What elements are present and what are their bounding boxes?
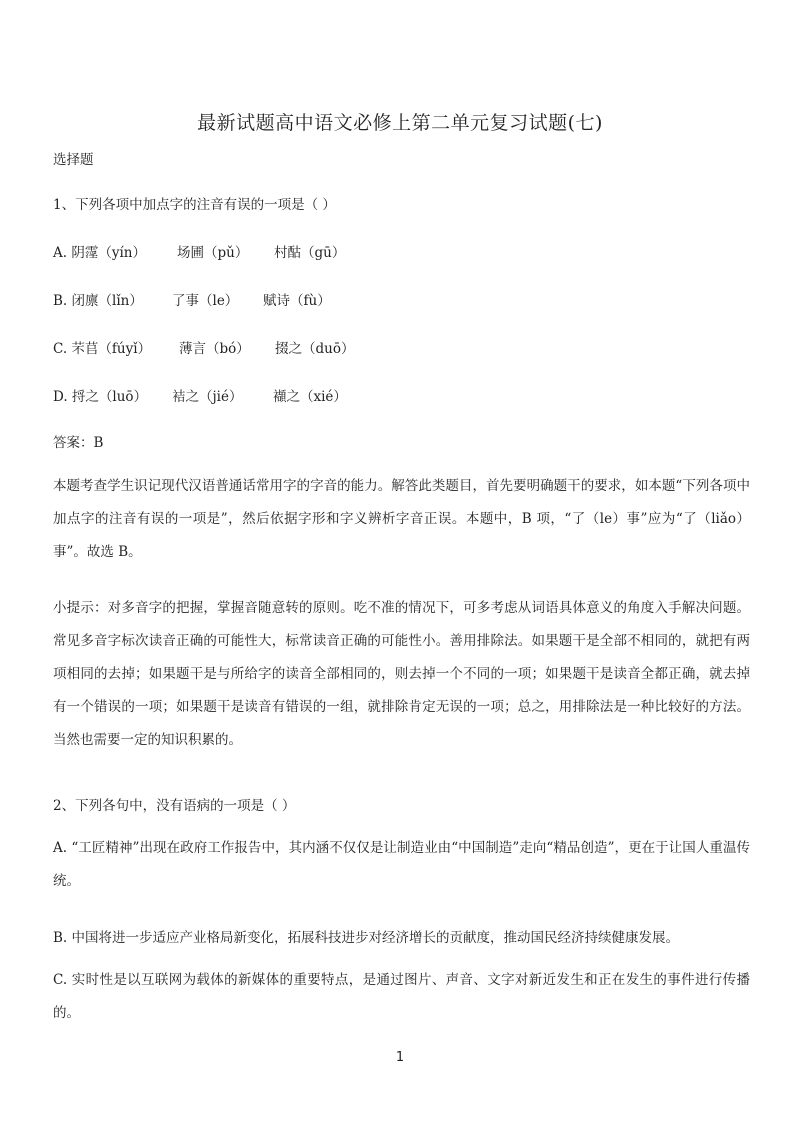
page-title: 最新试题高中语文必修上第二单元复习试题(七) (197, 112, 603, 134)
question-1-option-d (53, 385, 347, 405)
question-1-answer: 答案：B (53, 435, 104, 451)
option-item: 襭之（xié） (273, 389, 347, 405)
question-2-option-b: B. 中国将进一步适应产业格局新变化，拓展科技进步对经济增长的贡献度，推动国民经济持续健康发展。 (53, 930, 680, 946)
option-item: A. 阴霪（yín） (53, 245, 146, 261)
question-1-stem: 1、下列各项中加点字的注音有误的一项是（ ） (53, 197, 336, 213)
option-item: D. 捋之（luō） (53, 389, 148, 405)
option-item: B. 闭廪（lǐn） (53, 293, 143, 309)
option-item: 袺之（jié） (172, 389, 243, 405)
option-item: C. 芣苢（fúyǐ） (53, 341, 152, 357)
section-heading: 选择题 (53, 152, 94, 168)
option-item: 赋诗（fù） (263, 293, 331, 309)
option-item: 薄言（bó） (179, 341, 250, 357)
question-2-option-a: A. “工匠精神”出现在政府工作报告中，其内涵不仅仅是让制造业由“中国制造”走向“精品创造”，更在于让国人重温传统。 (53, 840, 750, 889)
option-item: 掇之（duō） (275, 341, 355, 357)
question-1-option-c (53, 337, 354, 357)
question-1-option-b (53, 289, 331, 309)
option-item: 了事（le） (172, 293, 239, 309)
question-1-option-a (53, 241, 345, 261)
question-1-explanation: 本题考查学生识记现代汉语普通话常用字的字音的能力。解答此类题目，首先要明确题干的要求，如本题“下列各项中加点字的注音有误的一项是”，然后依据字形和字义辨析字音正误。本题中，B 项，“了（le）事”应为“了（liǎo）事”。故选 B。 (53, 478, 750, 560)
page-number: 1 (395, 1050, 405, 1065)
question-2-stem: 2、下列各句中，没有语病的一项是（ ） (53, 798, 296, 814)
option-item: 场圃（pǔ） (177, 245, 249, 261)
option-item: 村酤（gū） (274, 245, 346, 261)
question-1-tip: 小提示：对多音字的把握，掌握音随意转的原则。吃不准的情况下，可多考虑从词语具体意义的角度入手解决问题。常见多音字标次读音正确的可能性大，标常读音正确的可能性小。善用排除法。如果题干是全部不相同的，就把有两项相同的去掉；如果题干是与所给字的读音全部相同的，则去掉一个不同的一项；如果题干是读音全都正确，就去掉有一个错误的一项；如果题干是读音有错误的一组，就排除肯定无误的一项；总之，用排除法是一种比较好的方法。当然也需要一定的知识积累的。 (53, 600, 750, 748)
question-2-option-c: C. 实时性是以互联网为载体的新媒体的重要特点，是通过图片、声音、文字对新近发生和正在发生的事件进行传播的。 (53, 972, 750, 1021)
